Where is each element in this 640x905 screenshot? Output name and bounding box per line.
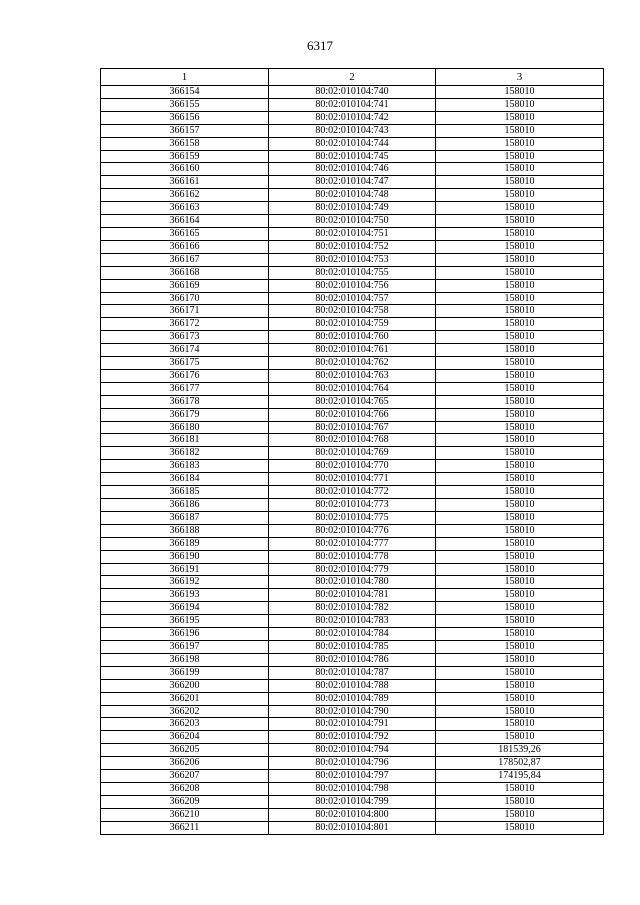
table-row [101,460,604,473]
table-row [101,692,604,705]
record-number-cell: 366172 [101,318,269,331]
record-number-cell: 366169 [101,279,269,292]
cadastral-number-cell: 80:02:010104:768 [269,434,436,447]
value-cell: 158010 [436,163,604,176]
table-body [101,86,604,835]
cadastral-number-cell: 80:02:010104:755 [269,266,436,279]
value-cell: 158010 [436,537,604,550]
record-number-cell: 366208 [101,782,269,795]
cadastral-number-cell: 80:02:010104:772 [269,486,436,499]
table-row [101,795,604,808]
table-row [101,615,604,628]
table-row [101,821,604,834]
cadastral-number-cell: 80:02:010104:797 [269,770,436,783]
value-cell: 158010 [436,692,604,705]
value-cell: 158010 [436,511,604,524]
value-cell: 158010 [436,421,604,434]
value-cell: 158010 [436,292,604,305]
column-header-1: 1 [101,69,269,86]
cadastral-number-cell: 80:02:010104:773 [269,499,436,512]
value-cell: 158010 [436,408,604,421]
cadastral-number-cell: 80:02:010104:784 [269,628,436,641]
table-row [101,602,604,615]
cadastral-number-cell: 80:02:010104:758 [269,305,436,318]
record-number-cell: 366158 [101,137,269,150]
value-cell: 158010 [436,202,604,215]
value-cell: 158010 [436,318,604,331]
record-number-cell: 366165 [101,227,269,240]
table-row [101,705,604,718]
record-number-cell: 366159 [101,150,269,163]
table-row [101,292,604,305]
cadastral-number-cell: 80:02:010104:780 [269,576,436,589]
table-row [101,163,604,176]
table-row [101,486,604,499]
value-cell: 158010 [436,279,604,292]
column-header-3: 3 [436,69,604,86]
value-cell: 158010 [436,589,604,602]
table-row [101,253,604,266]
record-number-cell: 366166 [101,240,269,253]
cadastral-number-cell: 80:02:010104:799 [269,795,436,808]
table-row [101,227,604,240]
value-cell: 158010 [436,821,604,834]
cadastral-number-cell: 80:02:010104:757 [269,292,436,305]
record-number-cell: 366179 [101,408,269,421]
column-header-2: 2 [269,69,436,86]
registry-table [100,68,604,835]
value-cell: 158010 [436,473,604,486]
table-row [101,731,604,744]
value-cell: 158010 [436,602,604,615]
record-number-cell: 366200 [101,679,269,692]
value-cell: 158010 [436,124,604,137]
cadastral-number-cell: 80:02:010104:776 [269,524,436,537]
record-number-cell: 366185 [101,486,269,499]
cadastral-number-cell: 80:02:010104:762 [269,357,436,370]
record-number-cell: 366209 [101,795,269,808]
record-number-cell: 366163 [101,202,269,215]
cadastral-number-cell: 80:02:010104:789 [269,692,436,705]
record-number-cell: 366203 [101,718,269,731]
record-number-cell: 366206 [101,757,269,770]
cadastral-number-cell: 80:02:010104:778 [269,550,436,563]
cadastral-number-cell: 80:02:010104:777 [269,537,436,550]
value-cell: 158010 [436,576,604,589]
cadastral-number-cell: 80:02:010104:748 [269,189,436,202]
value-cell: 158010 [436,524,604,537]
table-row [101,369,604,382]
table-row [101,744,604,757]
cadastral-number-cell: 80:02:010104:787 [269,666,436,679]
table-row [101,318,604,331]
value-cell: 158010 [436,615,604,628]
record-number-cell: 366210 [101,808,269,821]
table-row [101,111,604,124]
cadastral-number-cell: 80:02:010104:766 [269,408,436,421]
table-row [101,640,604,653]
value-cell: 158010 [436,628,604,641]
record-number-cell: 366155 [101,98,269,111]
record-number-cell: 366204 [101,731,269,744]
record-number-cell: 366177 [101,382,269,395]
cadastral-number-cell: 80:02:010104:767 [269,421,436,434]
table-row [101,215,604,228]
cadastral-number-cell: 80:02:010104:761 [269,344,436,357]
table-row [101,189,604,202]
record-number-cell: 366167 [101,253,269,266]
cadastral-number-cell: 80:02:010104:750 [269,215,436,228]
table-row [101,344,604,357]
table-row [101,86,604,99]
value-cell: 158010 [436,137,604,150]
page-number: 6317 [307,38,333,53]
record-number-cell: 366211 [101,821,269,834]
value-cell: 174195,84 [436,770,604,783]
record-number-cell: 366188 [101,524,269,537]
table-row [101,473,604,486]
value-cell: 158010 [436,305,604,318]
record-number-cell: 366170 [101,292,269,305]
cadastral-number-cell: 80:02:010104:740 [269,86,436,99]
record-number-cell: 366196 [101,628,269,641]
record-number-cell: 366156 [101,111,269,124]
table-row [101,434,604,447]
cadastral-number-cell: 80:02:010104:743 [269,124,436,137]
value-cell: 158010 [436,460,604,473]
header-row [101,69,604,86]
value-cell: 158010 [436,176,604,189]
table-row [101,279,604,292]
cadastral-number-cell: 80:02:010104:760 [269,331,436,344]
cadastral-number-cell: 80:02:010104:800 [269,808,436,821]
table-row [101,240,604,253]
table-row [101,176,604,189]
cadastral-number-cell: 80:02:010104:759 [269,318,436,331]
cadastral-number-cell: 80:02:010104:770 [269,460,436,473]
table-row [101,98,604,111]
record-number-cell: 366191 [101,563,269,576]
record-number-cell: 366189 [101,537,269,550]
cadastral-number-cell: 80:02:010104:786 [269,653,436,666]
cadastral-number-cell: 80:02:010104:779 [269,563,436,576]
cadastral-number-cell: 80:02:010104:746 [269,163,436,176]
record-number-cell: 366187 [101,511,269,524]
cadastral-number-cell: 80:02:010104:781 [269,589,436,602]
cadastral-number-cell: 80:02:010104:753 [269,253,436,266]
table-row [101,150,604,163]
value-cell: 158010 [436,227,604,240]
value-cell: 158010 [436,189,604,202]
cadastral-number-cell: 80:02:010104:769 [269,447,436,460]
value-cell: 158010 [436,215,604,228]
cadastral-number-cell: 80:02:010104:785 [269,640,436,653]
record-number-cell: 366183 [101,460,269,473]
table-row [101,653,604,666]
value-cell: 158010 [436,666,604,679]
value-cell: 158010 [436,253,604,266]
value-cell: 158010 [436,395,604,408]
record-number-cell: 366201 [101,692,269,705]
value-cell: 158010 [436,499,604,512]
record-number-cell: 366194 [101,602,269,615]
record-number-cell: 366171 [101,305,269,318]
value-cell: 158010 [436,382,604,395]
table-row [101,537,604,550]
value-cell: 158010 [436,640,604,653]
record-number-cell: 366160 [101,163,269,176]
record-number-cell: 366202 [101,705,269,718]
cadastral-number-cell: 80:02:010104:782 [269,602,436,615]
table-row [101,499,604,512]
value-cell: 178502,87 [436,757,604,770]
record-number-cell: 366182 [101,447,269,460]
value-cell: 158010 [436,705,604,718]
record-number-cell: 366180 [101,421,269,434]
record-number-cell: 366205 [101,744,269,757]
value-cell: 158010 [436,240,604,253]
cadastral-number-cell: 80:02:010104:794 [269,744,436,757]
cadastral-number-cell: 80:02:010104:741 [269,98,436,111]
cadastral-number-cell: 80:02:010104:763 [269,369,436,382]
record-number-cell: 366207 [101,770,269,783]
record-number-cell: 366190 [101,550,269,563]
record-number-cell: 366197 [101,640,269,653]
value-cell: 158010 [436,86,604,99]
value-cell: 158010 [436,563,604,576]
table-row [101,628,604,641]
table-row [101,550,604,563]
table-row [101,266,604,279]
record-number-cell: 366161 [101,176,269,189]
table-row [101,576,604,589]
cadastral-number-cell: 80:02:010104:745 [269,150,436,163]
value-cell: 158010 [436,150,604,163]
record-number-cell: 366195 [101,615,269,628]
cadastral-number-cell: 80:02:010104:790 [269,705,436,718]
record-number-cell: 366174 [101,344,269,357]
record-number-cell: 366184 [101,473,269,486]
table-row [101,421,604,434]
cadastral-number-cell: 80:02:010104:771 [269,473,436,486]
table-row [101,511,604,524]
cadastral-number-cell: 80:02:010104:752 [269,240,436,253]
table-row [101,331,604,344]
table-row [101,395,604,408]
table-row [101,770,604,783]
cadastral-number-cell: 80:02:010104:801 [269,821,436,834]
table-row [101,357,604,370]
table-row [101,718,604,731]
record-number-cell: 366178 [101,395,269,408]
table-row [101,382,604,395]
cadastral-number-cell: 80:02:010104:747 [269,176,436,189]
table-row [101,589,604,602]
table-row [101,124,604,137]
record-number-cell: 366199 [101,666,269,679]
cadastral-number-cell: 80:02:010104:764 [269,382,436,395]
value-cell: 158010 [436,111,604,124]
value-cell: 158010 [436,782,604,795]
value-cell: 158010 [436,808,604,821]
value-cell: 158010 [436,486,604,499]
value-cell: 158010 [436,331,604,344]
value-cell: 158010 [436,344,604,357]
value-cell: 158010 [436,679,604,692]
record-number-cell: 366192 [101,576,269,589]
cadastral-number-cell: 80:02:010104:742 [269,111,436,124]
table-row [101,202,604,215]
table-row [101,305,604,318]
table-row [101,137,604,150]
value-cell: 158010 [436,550,604,563]
table-row [101,563,604,576]
cadastral-number-cell: 80:02:010104:775 [269,511,436,524]
cadastral-number-cell: 80:02:010104:798 [269,782,436,795]
value-cell: 158010 [436,434,604,447]
value-cell: 158010 [436,718,604,731]
record-number-cell: 366157 [101,124,269,137]
record-number-cell: 366198 [101,653,269,666]
table-row [101,808,604,821]
value-cell: 158010 [436,357,604,370]
record-number-cell: 366154 [101,86,269,99]
cadastral-number-cell: 80:02:010104:792 [269,731,436,744]
table-row [101,782,604,795]
cadastral-number-cell: 80:02:010104:791 [269,718,436,731]
table-row [101,408,604,421]
table-row [101,757,604,770]
table-row [101,666,604,679]
record-number-cell: 366162 [101,189,269,202]
table-row [101,679,604,692]
value-cell: 158010 [436,795,604,808]
table-header [101,69,604,86]
cadastral-number-cell: 80:02:010104:756 [269,279,436,292]
value-cell: 158010 [436,369,604,382]
value-cell: 158010 [436,653,604,666]
cadastral-number-cell: 80:02:010104:751 [269,227,436,240]
value-cell: 181539,26 [436,744,604,757]
record-number-cell: 366176 [101,369,269,382]
cadastral-number-cell: 80:02:010104:765 [269,395,436,408]
value-cell: 158010 [436,266,604,279]
cadastral-number-cell: 80:02:010104:788 [269,679,436,692]
record-number-cell: 366164 [101,215,269,228]
value-cell: 158010 [436,98,604,111]
record-number-cell: 366181 [101,434,269,447]
value-cell: 158010 [436,731,604,744]
cadastral-number-cell: 80:02:010104:783 [269,615,436,628]
cadastral-number-cell: 80:02:010104:796 [269,757,436,770]
cadastral-number-cell: 80:02:010104:749 [269,202,436,215]
record-number-cell: 366186 [101,499,269,512]
table-row [101,524,604,537]
value-cell: 158010 [436,447,604,460]
record-number-cell: 366173 [101,331,269,344]
record-number-cell: 366175 [101,357,269,370]
record-number-cell: 366193 [101,589,269,602]
table-row [101,447,604,460]
record-number-cell: 366168 [101,266,269,279]
cadastral-number-cell: 80:02:010104:744 [269,137,436,150]
